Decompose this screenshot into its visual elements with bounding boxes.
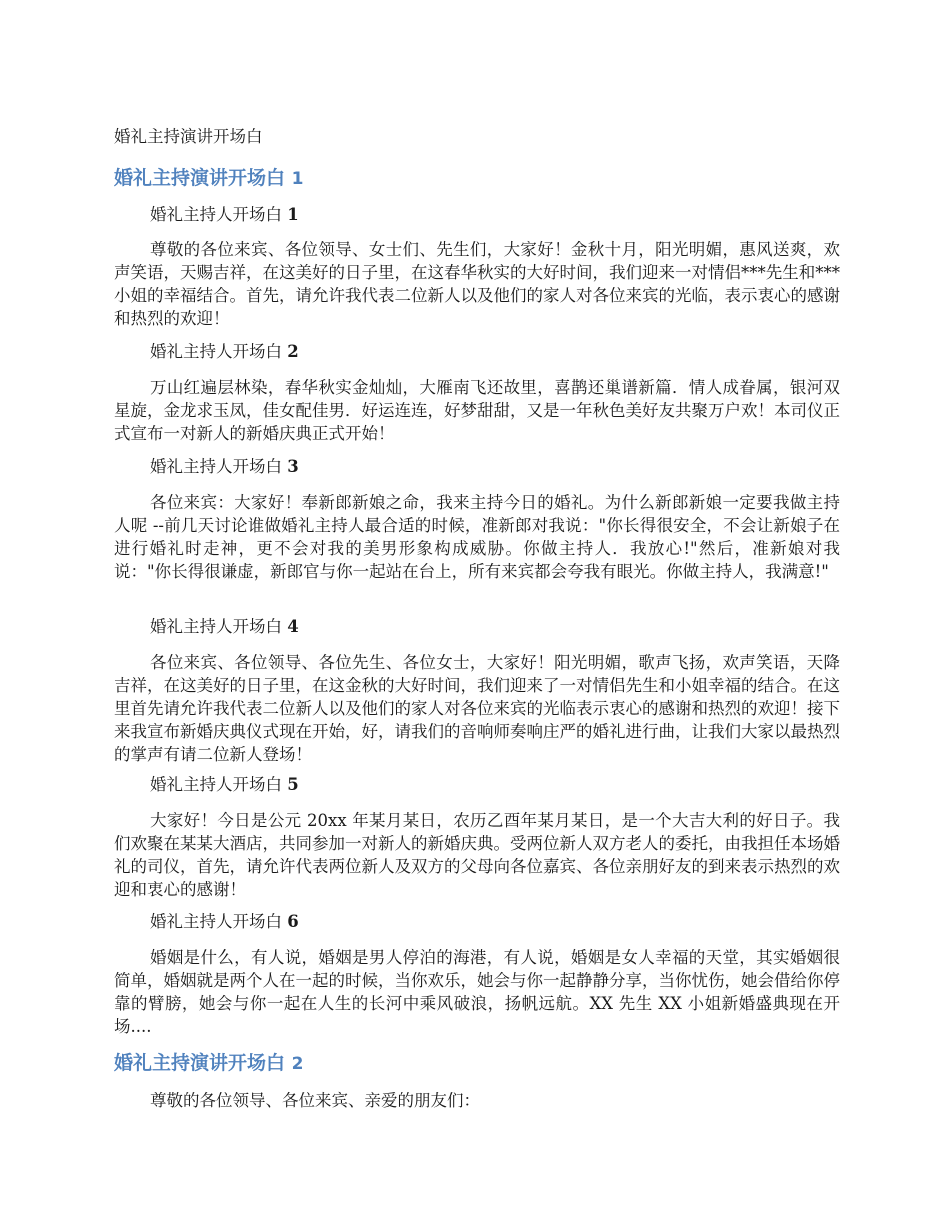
subsection-number: 1 [287,205,299,224]
subsection-label: 婚礼主持人开场白 [150,457,282,476]
paragraph-6: 婚姻是什么，有人说，婚姻是男人停泊的海港，有人说，婚姻是女人幸福的天堂，其实婚姻很简单，婚姻就是两个人在一起的时候，当你欢乐，她会与你一起静静分享，当你忧伤，她会借给你停靠的臂膀，她会与你一起在人生的长河中乘风破浪，扬帆远航。XX 先生 XX 小姐新婚盛典现在开场.... [114,948,840,1036]
paragraph-4: 各位来宾、各位领导、各位先生、各位女士，大家好！阳光明媚，歌声飞扬，欢声笑语，天降吉祥，在这美好的日子里，在这金秋的大好时间，我们迎来了一对情侣先生和小姐幸福的结合。在这里首先请允许我代表二位新人以及他们的家人对各位来宾的光临表示衷心的感谢和热烈的欢迎！接下来我宣布新婚庆典仪式现在开始，好，请我们的音响师奏响庄严的婚礼进行曲，让我们大家以最热烈的掌声有请二位新人登场！ [114,653,840,764]
paragraph-1: 尊敬的各位来宾、各位领导、女士们、先生们，大家好！金秋十月，阳光明媚，惠风送爽，欢声笑语，天赐吉祥，在这美好的日子里，在这春华秋实的大好时间，我们迎来一对情侣***先生和***小姐的幸福结合。首先，请允许我代表二位新人以及他们的家人对各位来宾的光临，表示衷心的感谢和热烈的欢迎！ [114,240,840,328]
section-heading-2 [114,1050,303,1077]
subsection-label: 婚礼主持人开场白 [150,342,282,361]
paragraph-3: 各位来宾：大家好！奉新郎新娘之命，我来主持今日的婚礼。为什么新郎新娘一定要我做主持人呢 --前几天讨论谁做婚礼主持人最合适的时候，准新郎对我说："你长得很安全，不会让新娘子在进行婚礼时走神，更不会对我的美男形象构成威胁。你做主持人．我放心!"然后，准新娘对我说："你长得很谦虚，新郎官与你一起站在台上，所有来宾都会夸我有眼光。你做主持人，我满意!" [114,493,840,581]
subsection-heading-4 [150,615,299,639]
subsection-number: 4 [287,617,299,636]
section-heading-1 [114,165,303,192]
section-heading-text: 婚礼主持演讲开场白 [114,167,286,189]
subsection-number: 5 [287,775,299,794]
document-title: 婚礼主持演讲开场白 [114,127,263,146]
section-heading-number: 2 [291,1054,304,1074]
subsection-label: 婚礼主持人开场白 [150,775,282,794]
subsection-number: 2 [287,342,299,361]
subsection-heading-2 [150,340,299,364]
subsection-heading-1 [150,203,299,227]
subsection-label: 婚礼主持人开场白 [150,205,282,224]
paragraph-5: 大家好！今日是公元 20xx 年某月某日，农历乙酉年某月某日，是一个大吉大利的好日子。我们欢聚在某某大酒店，共同参加一对新人的新婚庆典。受两位新人双方老人的委托，由我担任本场婚礼的司仪，首先，请允许代表两位新人及双方的父母向各位嘉宾、各位亲朋好友的到来表示热烈的欢迎和衷心的感谢！ [114,811,840,899]
subsection-heading-5 [150,773,299,797]
paragraph-7: 尊敬的各位领导、各位来宾、亲爱的朋友们： [150,1091,480,1110]
subsection-label: 婚礼主持人开场白 [150,617,282,636]
subsection-label: 婚礼主持人开场白 [150,912,282,931]
subsection-heading-6 [150,910,299,934]
section-heading-text: 婚礼主持演讲开场白 [114,1052,286,1074]
subsection-number: 6 [287,912,299,931]
subsection-heading-3 [150,455,299,479]
section-heading-number: 1 [291,169,304,189]
subsection-number: 3 [287,457,299,476]
paragraph-2: 万山红遍层林染，春华秋实金灿灿，大雁南飞还故里，喜鹊还巢谱新篇．情人成眷属，银河双星旋，金龙求玉凤，佳女配佳男．好运连连，好梦甜甜，又是一年秋色美好友共聚万户欢！本司仪正式宣布一对新人的新婚庆典正式开始！ [114,378,840,443]
